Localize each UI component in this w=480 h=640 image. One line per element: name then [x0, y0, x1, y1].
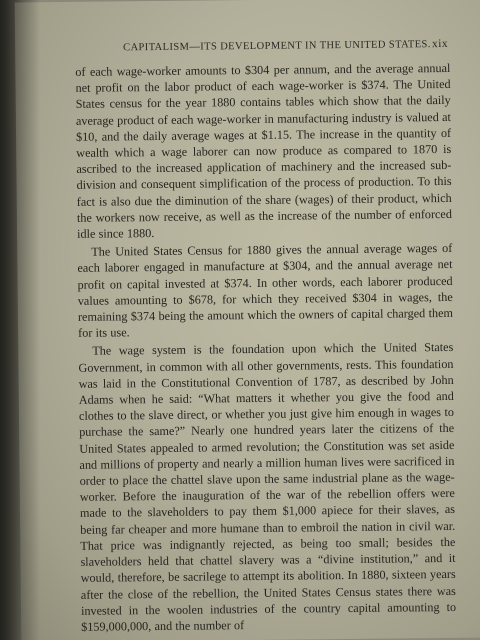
running-title: CAPITALISM—ITS DEVELOPMENT IN THE UNITED STATES. — [123, 39, 431, 54]
paragraph-2: The United States Census for 1880 gives the annual average wages of each laborer engaged in manufacture at $304, and the annual average net profit on capital invested at $374. In other words, each laborer produced values amounting to $678, for which they received $304 in wages, the remaining $374 being the amount which the owners of capital charged them for its use. — [77, 241, 454, 341]
paragraph-3: The wage system is the foundation upon which the United States Government, in common with all other governments, rests. This foundation was laid in the Constitutional Convention of 1787, as described by John Adams when he said: “What matters it whether you give the food and clothes to the slave direct, or whether you just give him enough in wages to purchase the same?” Nearly one hundred years later the citizens of the United States appealed to armed revolution; the Constitution was set aside and millions of property and nearly a million human lives were sacrificed in order to place the chattel slave upon the same industrial plane as the wage-worker. Before the inauguration of the war of the rebellion offers were made to the slaveholders to pay them $1,000 apiece for their slaves, as being far cheaper and more humane than to embroil the nation in civil war. That price was indignantly rejected, as being too small; besides the slaveholders held that chattel slavery was a “divine institution,” and it would, therefore, be sacrilege to attempt its abolition. In 1880, sixteen years after the close of the rebellion, the United States Census states there was invested in the woolen industries of the country capital amounting to $159,000,000, and the number of — [78, 340, 457, 634]
running-header — [123, 38, 448, 53]
page-number: xix — [431, 37, 449, 51]
book-page — [15, 0, 480, 640]
paragraph-1: of each wage-worker amounts to $304 per annum, and the average annual net profit on the labor product of each wage-worker is $374. The United States census for the year 1880 contains tables which show that the daily average product of each wage-worker in manufacturing industry is valued at $10, and the daily average wages at $1.15. The increase in the quantity of wealth which a wage laborer can now produce as compared to 1870 is ascribed to the increased application of machinery and the increased sub-division and consequent simplification of the process of production. To this fact is also due the diminution of the share (wages) of their product, which the workers now receive, as well as the increase of the number of enforced idle since 1880. — [75, 60, 452, 241]
body-text — [75, 60, 456, 635]
